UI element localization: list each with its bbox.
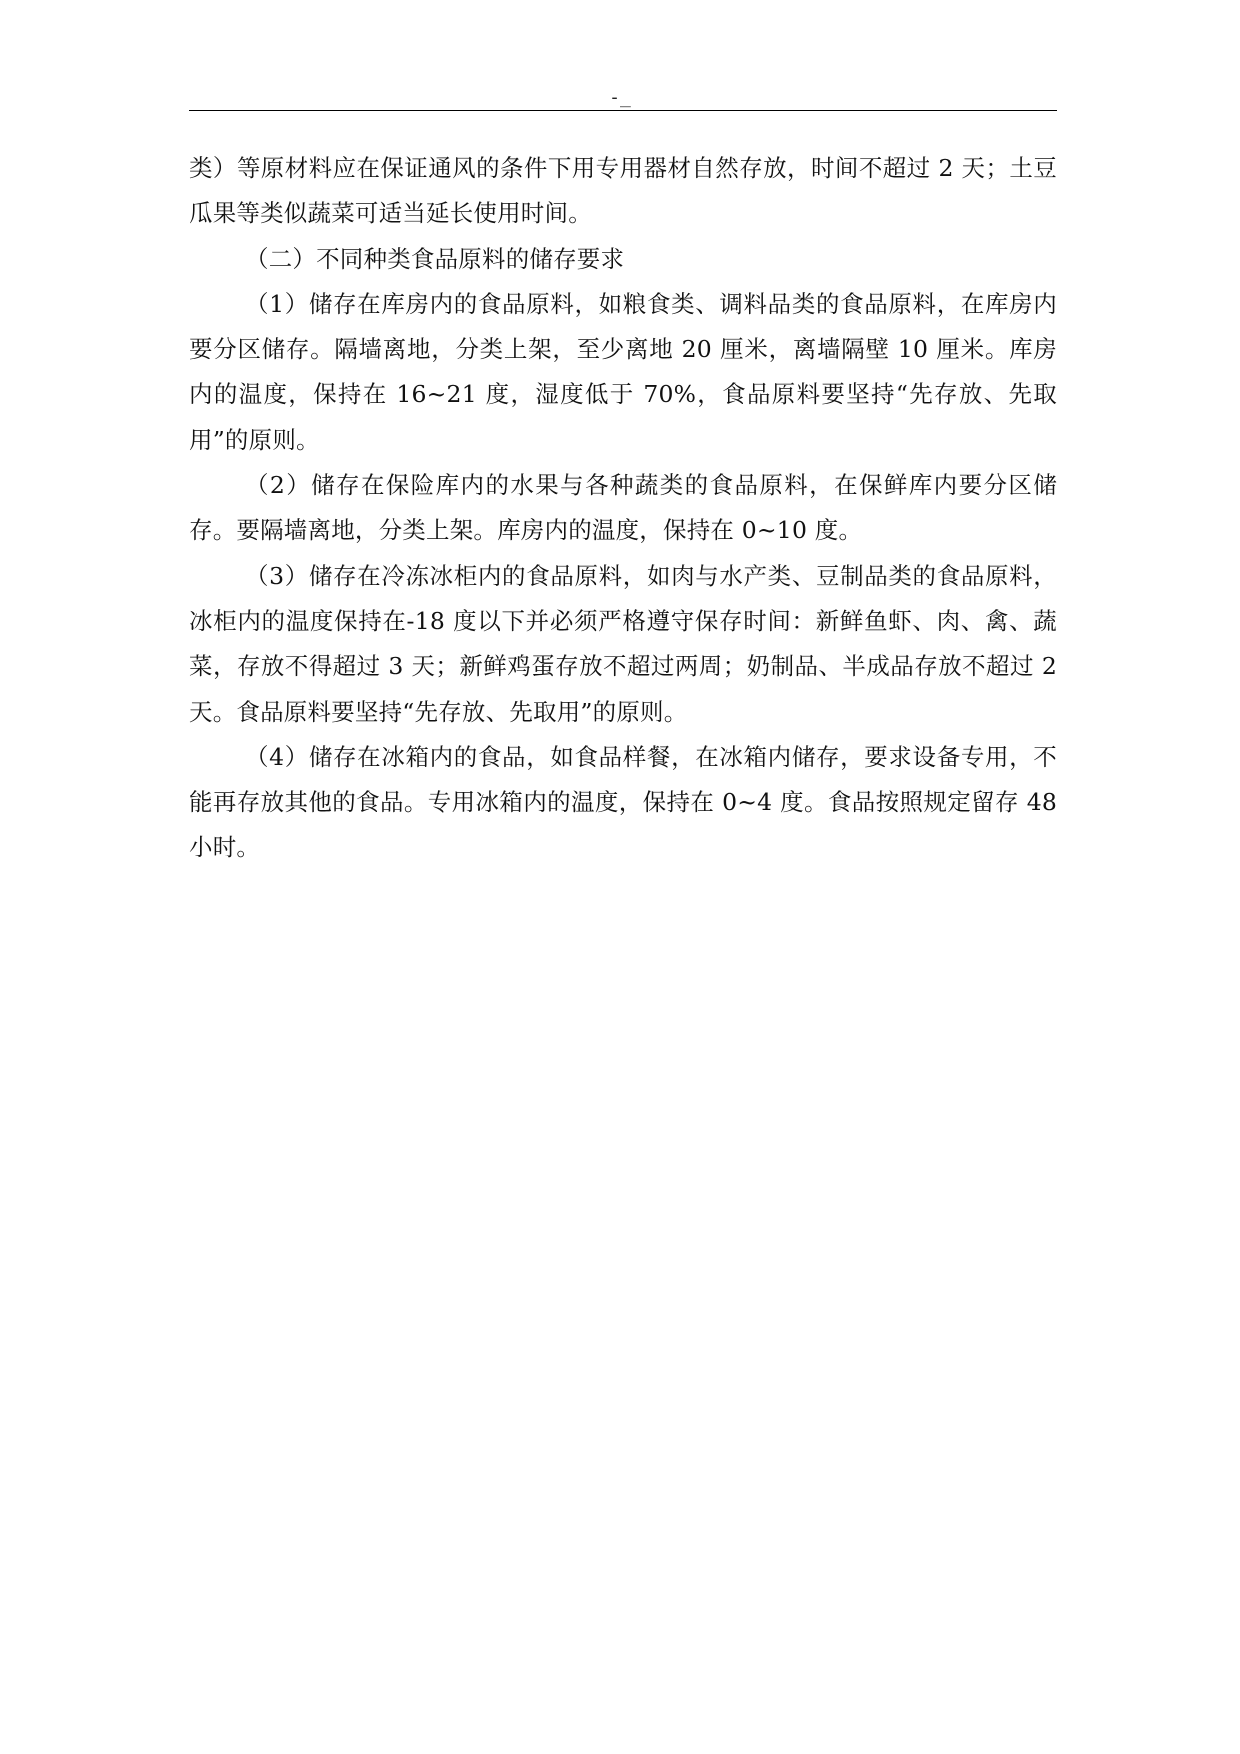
paragraph-item-2: （2）储存在保险库内的水果与各种蔬类的食品原料，在保鲜库内要分区储存。要隔墙离地，分类上架。库房内的温度，保持在 0~10 度。 (189, 471, 1057, 545)
paragraph-item-1: （1）储存在库房内的食品原料，如粮食类、调料品类的食品原料，在库房内要分区储存。隔墙离地，分类上架，至少离地 20 厘米，离墙隔壁 10 厘米。库房内的温度，保持在 16~21 度，湿度低于 70%，食品原料要坚持“先存放、先取用”的原则。 (189, 289, 1057, 454)
page-header-mark: -_ (609, 87, 631, 108)
header-divider (189, 110, 1057, 111)
document-body (189, 146, 1057, 871)
paragraph-item-3: （3）储存在冷冻冰柜内的食品原料，如肉与水产类、豆制品类的食品原料，冰柜内的温度保持在-18 度以下并必须严格遵守保存时间：新鲜鱼虾、肉、禽、蔬菜，存放不得超过 3 天；新鲜鸡蛋存放不超过两周；奶制品、半成品存放不超过 2 天。食品原料要坚持“先存放、先取用”的原则。 (189, 561, 1057, 726)
paragraph-item-4: （4）储存在冰箱内的食品，如食品样餐，在冰箱内储存，要求设备专用，不能再存放其他的食品。专用冰箱内的温度，保持在 0~4 度。食品按照规定留存 48 小时。 (189, 742, 1057, 862)
paragraph-continuation: 类）等原材料应在保证通风的条件下用专用器材自然存放，时间不超过 2 天；土豆瓜果等类似蔬菜可适当延长使用时间。 (189, 154, 1057, 228)
section-heading: （二）不同种类食品原料的储存要求 (245, 244, 625, 273)
